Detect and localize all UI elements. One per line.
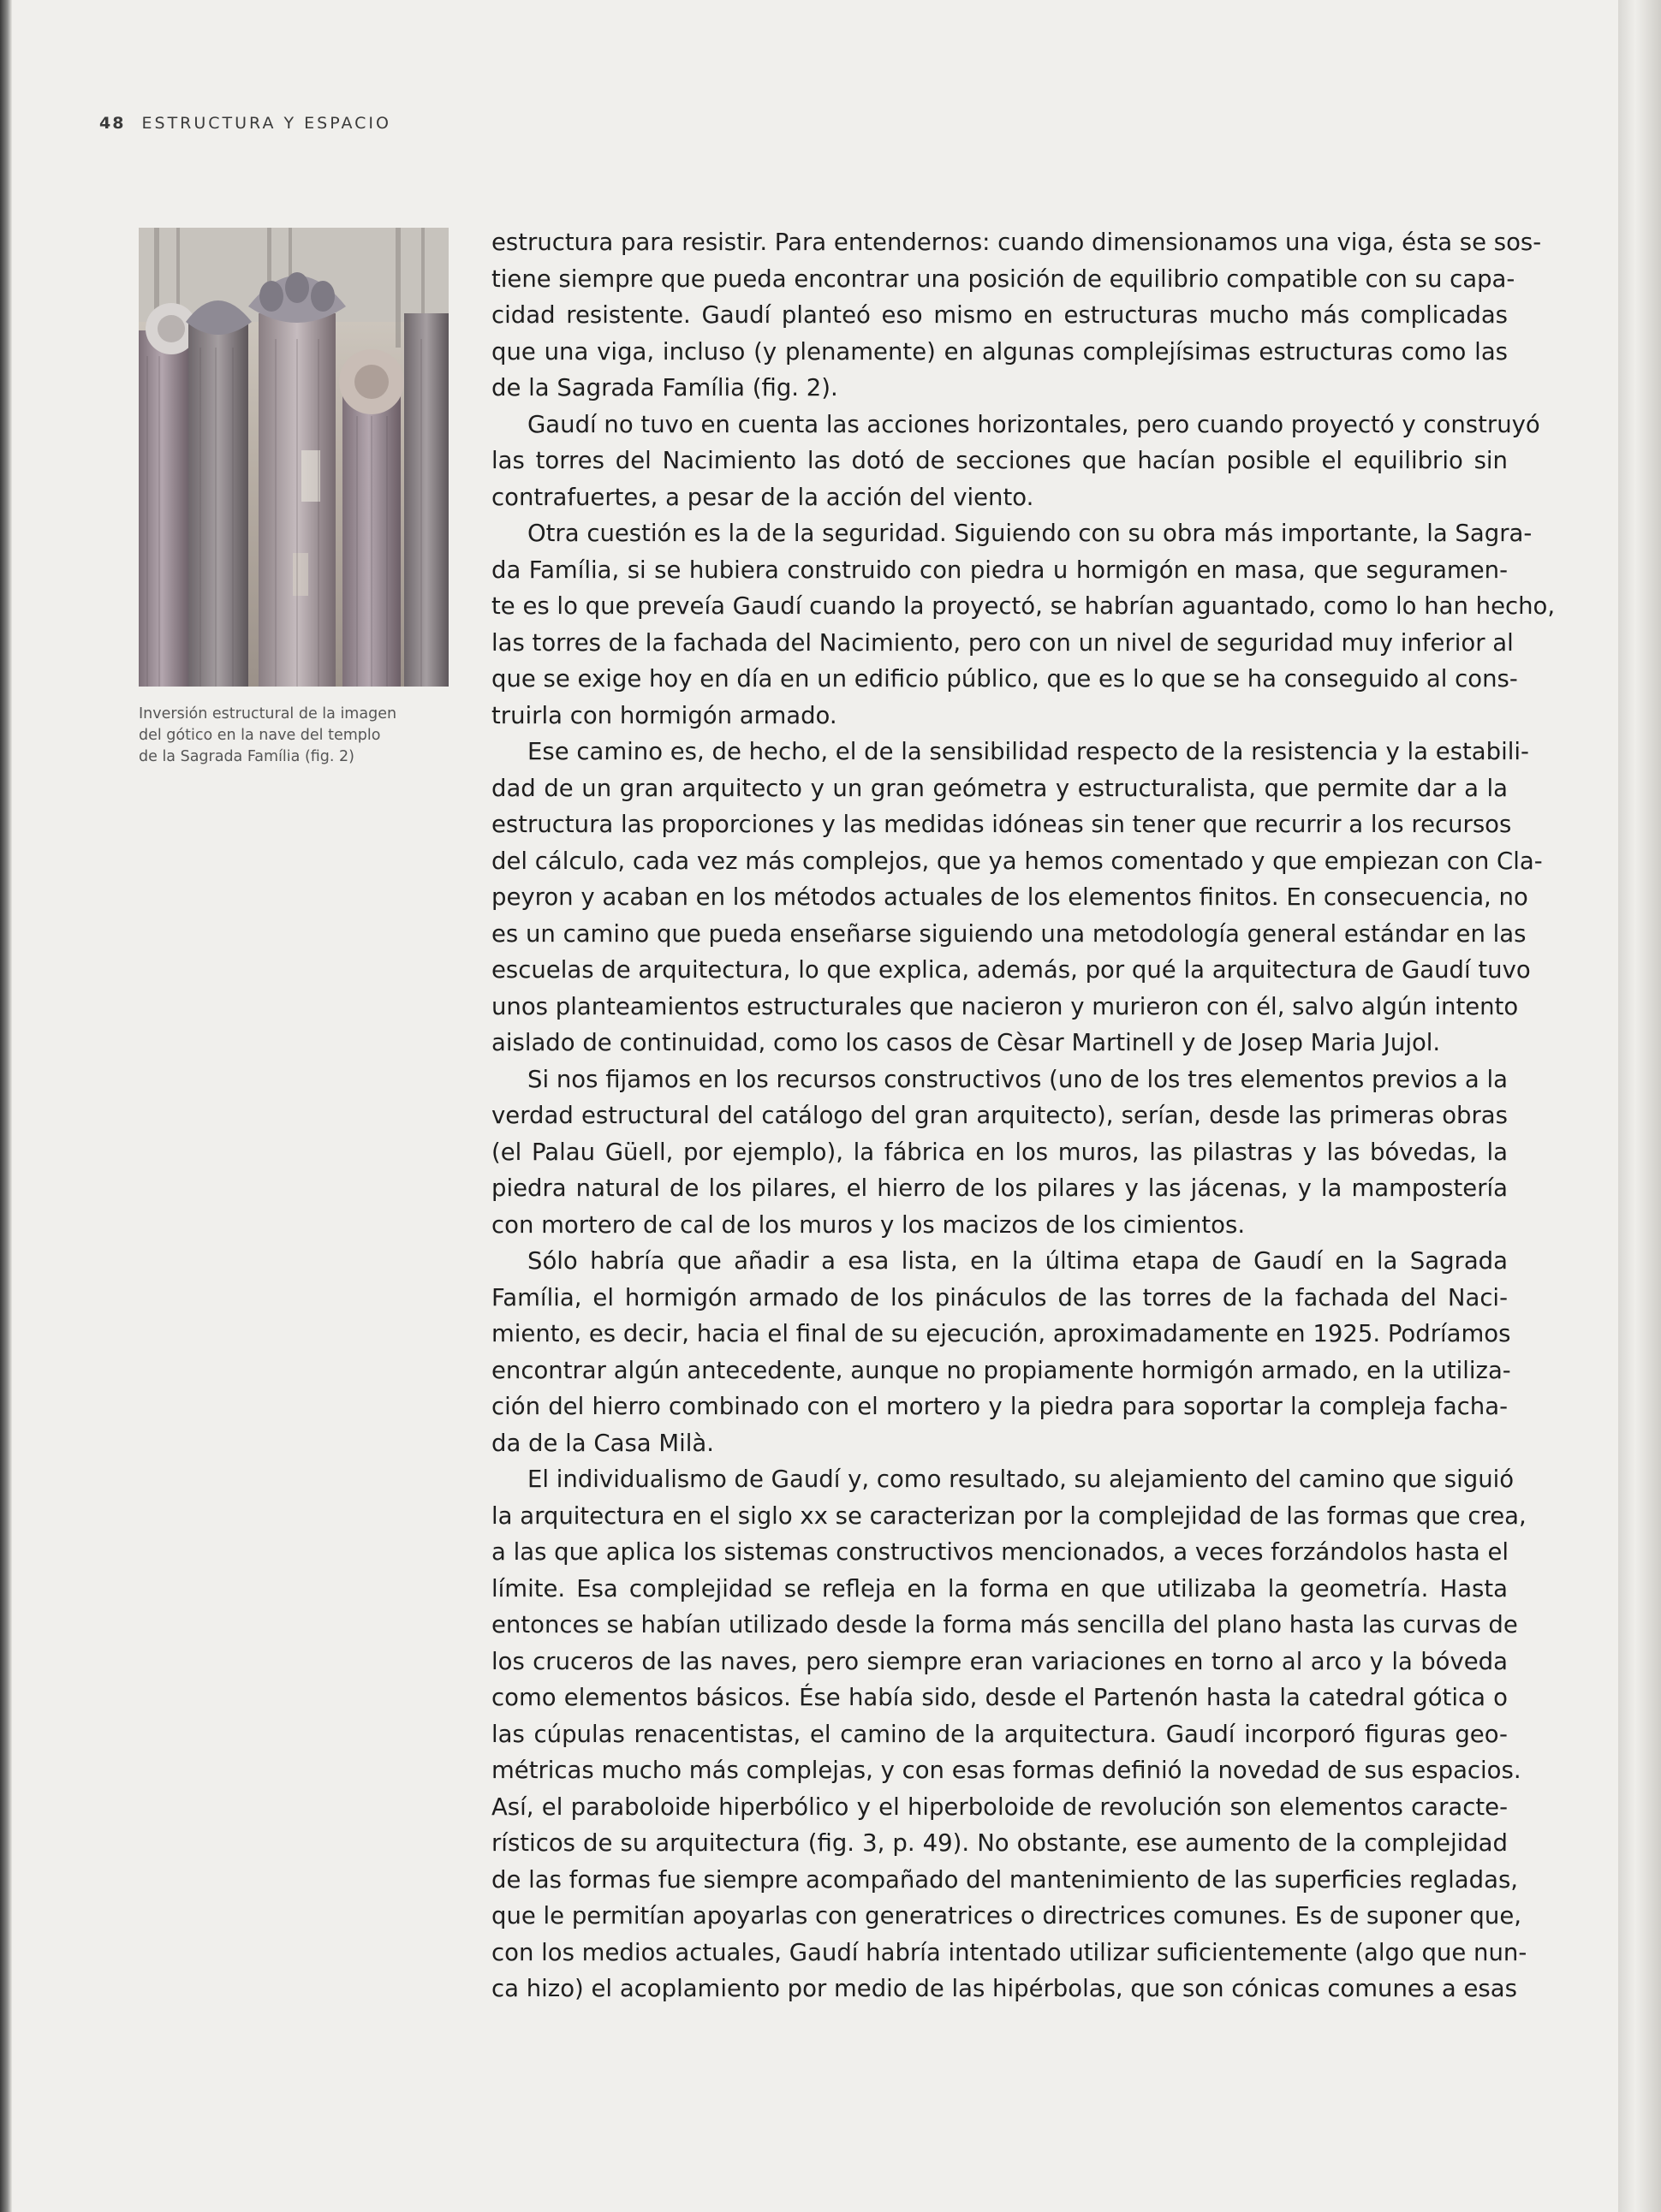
body-line: Otra cuestión es la de la seguridad. Siguiendo con su obra más importante, la Sagra- [527,520,1533,547]
body-line: es un camino que pueda enseñarse siguiendo una metodología general estándar en las [491,919,1527,948]
body-line: estructura las proporciones y las medidas idóneas sin tener que recurrir a los recursos [491,811,1512,838]
body-line: cidad resistente. Gaudí planteó eso mismo en estructuras mucho más complicadas [491,301,1508,329]
body-line: contrafuertes, a pesar de la acción del viento. [491,483,1034,511]
body-line: que le permitían apoyarlas con generatrices o directrices comunes. Es de suponer que, [491,1902,1521,1930]
section-title: ESTRUCTURA Y ESPACIO [141,114,391,133]
body-line: entonces se habían utilizado desde la forma más sencilla del plano hasta las curvas de [491,1611,1518,1638]
body-line: las cúpulas renacentistas, el camino de la arquitectura. Gaudí incorporó figuras geo- [491,1720,1508,1748]
body-line: (el Palau Güell, por ejemplo), la fábrica en los muros, las pilastras y las bóvedas, la [491,1138,1508,1166]
body-line: verdad estructural del catálogo del gran arquitecto), serían, desde las primeras obras [491,1102,1508,1129]
body-line: unos planteamientos estructurales que nacieron y murieron con él, salvo algún intento [491,992,1519,1020]
facing-page-edge [1618,0,1661,2212]
book-spine-shadow [0,0,12,2212]
body-line: de las formas fue siempre acompañado del mantenimiento de las superficies regladas, [491,1865,1519,1894]
body-line: escuelas de arquitectura, lo que explica, además, por qué la arquitectura de Gaudí tuvo [491,956,1531,984]
caption-line: del gótico en la nave del templo [139,727,381,744]
body-line: da Família, si se hubiera construido con piedra u hormigón en masa, que seguramen- [491,556,1508,584]
body-line: que una viga, incluso (y plenamente) en algunas complejísimas estructuras como las [491,337,1508,366]
body-text [491,224,1556,2007]
body-line: como elementos básicos. Ése había sido, desde el Partenón hasta la catedral gótica o [491,1684,1508,1711]
body-line: las torres del Nacimiento las dotó de secciones que hacían posible el equilibrio sin [491,447,1508,474]
body-line: que se exige hoy en día en un edificio público, que es lo que se ha conseguido al cons- [491,665,1518,693]
body-line: métricas mucho más complejas, y con esas formas definió la novedad de sus espacios. [491,1757,1521,1784]
body-line: ca hizo) el acoplamiento por medio de las hipérbolas, que son cónicas comunes a esas [491,1975,1517,2002]
body-line: a las que aplica los sistemas constructivos mencionados, a veces forzándolos hasta el [491,1538,1509,1566]
body-line: estructura para resistir. Para entendernos: cuando dimensionamos una viga, ésta se sos- [491,229,1542,256]
page-number: 48 [99,114,126,133]
body-line: piedra natural de los pilares, el hierro de los pilares y las jácenas, y la mampostería [491,1174,1508,1202]
body-line: Família, el hormigón armado de los pináculos de las torres de la fachada del Naci- [491,1283,1508,1311]
body-line: encontrar algún antecedente, aunque no propiamente hormigón armado, en la utiliza- [491,1356,1511,1384]
figure-caption [139,704,447,768]
running-head [99,114,391,133]
body-line: peyron y acaban en los métodos actuales de los elementos finitos. En consecuencia, no [491,883,1528,911]
body-line: aislado de continuidad, como los casos de Cèsar Martinell y de Josep Maria Jujol. [491,1029,1441,1056]
caption-line: de la Sagrada Família (fig. 2) [139,748,354,765]
body-line: miento, es decir, hacia el final de su ejecución, aproximadamente en 1925. Podríamos [491,1320,1511,1347]
caption-line: Inversión estructural de la imagen [139,705,397,722]
body-line: Así, el paraboloide hiperbólico y el hiperboloide de revolución son elementos caracte- [491,1793,1508,1821]
body-line: Si nos fijamos en los recursos constructivos (uno de los tres elementos previos a la [527,1065,1508,1093]
body-line: rísticos de su arquitectura (fig. 3, p. 49). No obstante, ese aumento de la complejidad [491,1829,1508,1857]
body-line: la arquitectura en el siglo xx se caracterizan por la complejidad de las formas que crea, [491,1501,1527,1530]
body-line: las torres de la fachada del Nacimiento, pero con un nivel de seguridad muy inferior al [491,628,1514,657]
body-line: Gaudí no tuvo en cuenta las acciones horizontales, pero cuando proyectó y construyó [527,410,1540,438]
body-line: da de la Casa Milà. [491,1429,714,1457]
body-line: ción del hierro combinado con el mortero y la piedra para soportar la compleja facha- [491,1393,1508,1420]
body-line: dad de un gran arquitecto y un gran geómetra y estructuralista, que permite dar a la [491,774,1508,802]
body-line: con los medios actuales, Gaudí habría intentado utilizar suficientemente (algo que nun- [491,1938,1527,1966]
columns-illustration [139,228,449,687]
body-line: del cálculo, cada vez más complejos, que ya hemos comentado y que empiezan con Cla- [491,847,1543,875]
body-line: te es lo que preveía Gaudí cuando la proyectó, se habrían aguantado, como lo han hecho, [491,592,1556,620]
body-line: de la Sagrada Família (fig. 2). [491,374,838,401]
body-line: truirla con hormigón armado. [491,701,837,729]
body-line: los cruceros de las naves, pero siempre eran variaciones en torno al arco y la bóveda [491,1647,1508,1675]
body-line: El individualismo de Gaudí y, como resultado, su alejamiento del camino que siguió [527,1466,1515,1493]
body-line: Ese camino es, de hecho, el de la sensibilidad respecto de la resistencia y la estabili- [527,738,1529,765]
body-line: tiene siempre que pueda encontrar una posición de equilibrio compatible con su capa- [491,265,1515,293]
body-line: con mortero de cal de los muros y los macizos de los cimientos. [491,1210,1246,1239]
sagrada-familia-columns-photo [139,228,449,687]
body-line: límite. Esa complejidad se refleja en la forma en que utilizaba la geometría. Hasta [491,1574,1508,1603]
body-line: Sólo habría que añadir a esa lista, en la última etapa de Gaudí en la Sagrada [527,1247,1508,1275]
